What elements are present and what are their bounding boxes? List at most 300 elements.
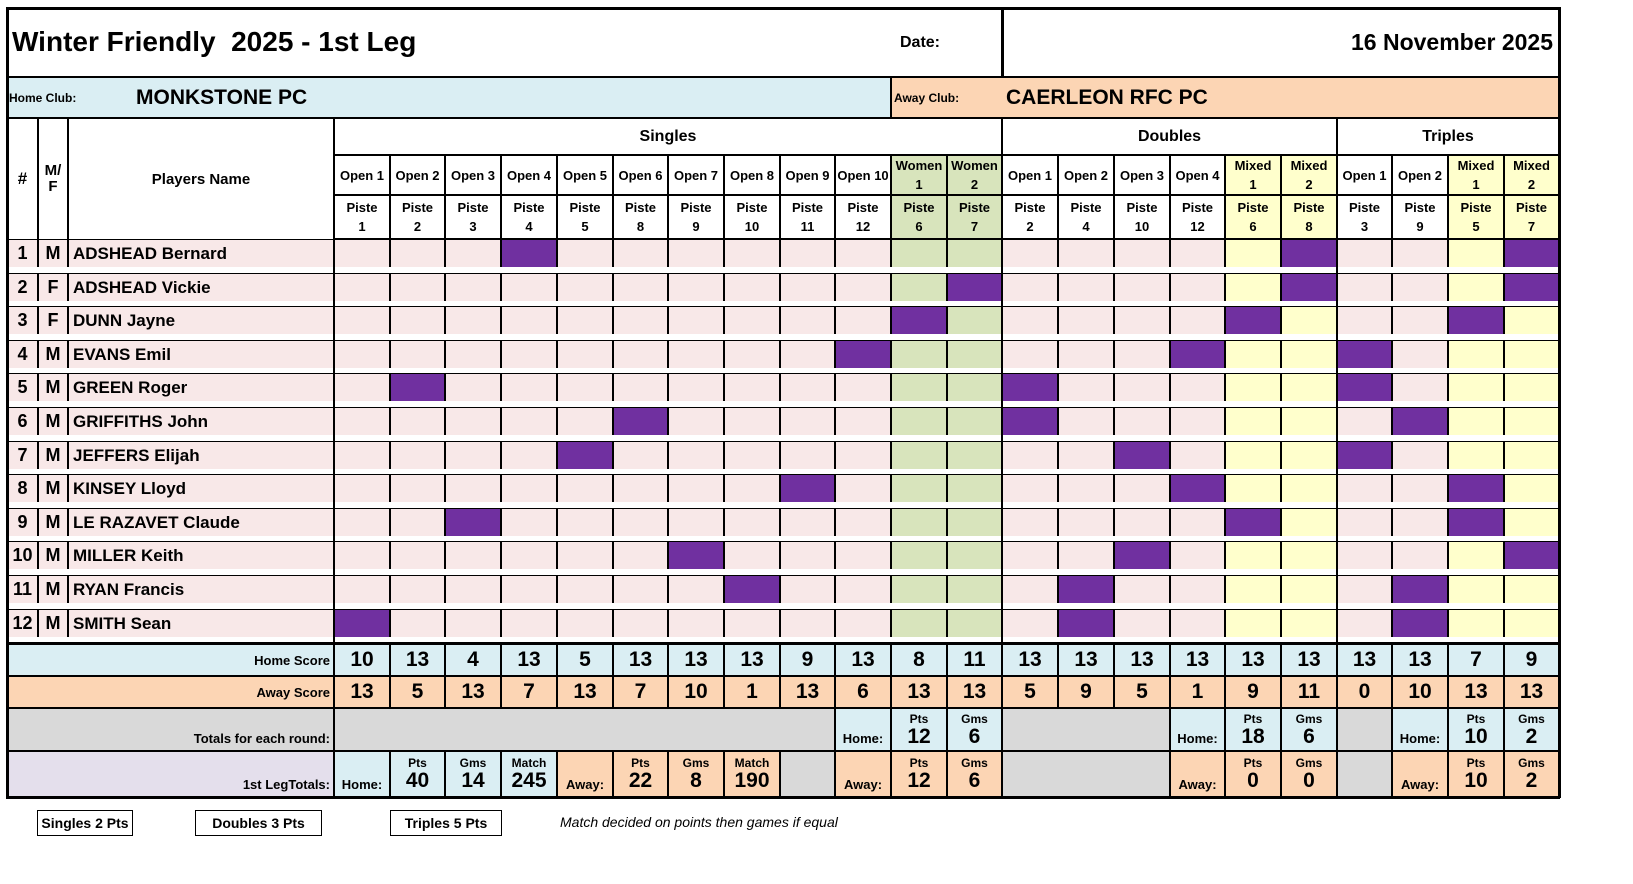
- round-away-pts: Pts 0: [1225, 751, 1281, 797]
- selection-cell-selected[interactable]: [1504, 273, 1559, 302]
- selection-cell[interactable]: [1337, 508, 1392, 537]
- selection-cell[interactable]: [445, 474, 501, 503]
- selection-cell-selected[interactable]: [1058, 609, 1114, 638]
- away-score: 7: [501, 676, 557, 708]
- selection-cell[interactable]: [1281, 575, 1337, 604]
- home-club-label: Home Club:: [9, 91, 77, 105]
- leg-away-match: Match 190: [724, 751, 780, 797]
- selection-cell[interactable]: [1448, 575, 1504, 604]
- border-line: [6, 796, 1560, 799]
- selection-cell-selected[interactable]: [1448, 474, 1504, 503]
- selection-cell[interactable]: [891, 441, 947, 470]
- selection-cell[interactable]: [1504, 373, 1559, 402]
- selection-cell[interactable]: [557, 508, 613, 537]
- selection-cell[interactable]: [947, 340, 1002, 369]
- selection-cell-selected[interactable]: [780, 474, 835, 503]
- selection-cell[interactable]: [947, 575, 1002, 604]
- selection-cell[interactable]: [445, 373, 501, 402]
- selection-cell[interactable]: [1170, 273, 1225, 302]
- selection-cell[interactable]: [1002, 441, 1058, 470]
- selection-cell-selected[interactable]: [1170, 340, 1225, 369]
- selection-cell-selected[interactable]: [1337, 340, 1392, 369]
- selection-cell[interactable]: [668, 441, 724, 470]
- selection-cell-selected[interactable]: [1448, 306, 1504, 335]
- selection-cell[interactable]: [1114, 306, 1170, 335]
- piste-header: Piste 9: [1392, 195, 1448, 239]
- selection-cell[interactable]: [668, 239, 724, 268]
- selection-cell-selected[interactable]: [1058, 575, 1114, 604]
- selection-cell[interactable]: [780, 306, 835, 335]
- selection-cell[interactable]: [1504, 575, 1559, 604]
- player-name: GREEN Roger: [68, 373, 334, 402]
- selection-cell[interactable]: [891, 508, 947, 537]
- selection-cell-selected[interactable]: [334, 609, 390, 638]
- selection-cell[interactable]: [1448, 541, 1504, 570]
- selection-cell[interactable]: [1225, 373, 1281, 402]
- selection-cell[interactable]: [445, 441, 501, 470]
- selection-cell[interactable]: [1448, 609, 1504, 638]
- selection-cell[interactable]: [1337, 306, 1392, 335]
- selection-cell[interactable]: [1225, 575, 1281, 604]
- selection-cell[interactable]: [334, 508, 390, 537]
- selection-cell[interactable]: [1058, 474, 1114, 503]
- selection-cell[interactable]: [891, 239, 947, 268]
- selection-cell[interactable]: [668, 306, 724, 335]
- selection-cell[interactable]: [1281, 407, 1337, 436]
- selection-cell[interactable]: [1337, 273, 1392, 302]
- selection-cell[interactable]: [1170, 441, 1225, 470]
- selection-cell[interactable]: [557, 273, 613, 302]
- selection-cell-selected[interactable]: [1392, 575, 1448, 604]
- selection-cell[interactable]: [1337, 541, 1392, 570]
- selection-cell[interactable]: [891, 609, 947, 638]
- selection-cell[interactable]: [613, 474, 668, 503]
- selection-cell[interactable]: [1392, 508, 1448, 537]
- selection-cell[interactable]: [1392, 306, 1448, 335]
- selection-cell[interactable]: [1392, 340, 1448, 369]
- selection-cell[interactable]: [1392, 373, 1448, 402]
- selection-cell[interactable]: [1504, 609, 1559, 638]
- selection-cell[interactable]: [947, 609, 1002, 638]
- selection-cell[interactable]: [557, 541, 613, 570]
- home-score: 13: [613, 644, 668, 676]
- selection-cell[interactable]: [1225, 609, 1281, 638]
- selection-cell[interactable]: [1114, 407, 1170, 436]
- round-home-label: Home:: [1170, 708, 1225, 751]
- selection-cell[interactable]: [1170, 575, 1225, 604]
- selection-cell[interactable]: [445, 306, 501, 335]
- selection-cell[interactable]: [1002, 273, 1058, 302]
- selection-cell[interactable]: [1281, 541, 1337, 570]
- selection-cell[interactable]: [557, 407, 613, 436]
- selection-cell[interactable]: [1002, 541, 1058, 570]
- selection-cell[interactable]: [668, 609, 724, 638]
- selection-cell[interactable]: [390, 474, 445, 503]
- away-score: 5: [1114, 676, 1170, 708]
- selection-cell[interactable]: [1337, 407, 1392, 436]
- selection-cell[interactable]: [1002, 239, 1058, 268]
- selection-cell[interactable]: [1337, 474, 1392, 503]
- selection-cell[interactable]: [724, 609, 780, 638]
- selection-cell[interactable]: [780, 407, 835, 436]
- selection-cell[interactable]: [835, 407, 891, 436]
- selection-cell[interactable]: [1002, 340, 1058, 369]
- selection-cell[interactable]: [501, 575, 557, 604]
- selection-cell[interactable]: [668, 575, 724, 604]
- selection-cell-selected[interactable]: [1114, 441, 1170, 470]
- selection-cell[interactable]: [1002, 575, 1058, 604]
- selection-cell[interactable]: [445, 273, 501, 302]
- selection-cell[interactable]: [891, 273, 947, 302]
- selection-cell[interactable]: [613, 306, 668, 335]
- selection-cell[interactable]: [613, 508, 668, 537]
- selection-cell[interactable]: [1170, 541, 1225, 570]
- piste-header: Piste 3: [445, 195, 501, 239]
- selection-cell-selected[interactable]: [1448, 508, 1504, 537]
- selection-cell[interactable]: [1448, 239, 1504, 268]
- selection-cell[interactable]: [780, 609, 835, 638]
- selection-cell-selected[interactable]: [1337, 373, 1392, 402]
- selection-cell[interactable]: [947, 508, 1002, 537]
- selection-cell[interactable]: [390, 273, 445, 302]
- selection-cell-selected[interactable]: [668, 541, 724, 570]
- selection-cell-selected[interactable]: [1337, 441, 1392, 470]
- selection-cell[interactable]: [390, 306, 445, 335]
- player-mf: M: [38, 541, 68, 570]
- selection-cell[interactable]: [557, 474, 613, 503]
- selection-cell[interactable]: [613, 575, 668, 604]
- selection-cell[interactable]: [613, 373, 668, 402]
- selection-cell[interactable]: [1170, 508, 1225, 537]
- selection-cell[interactable]: [1504, 340, 1559, 369]
- selection-cell[interactable]: [835, 575, 891, 604]
- selection-cell[interactable]: [1170, 239, 1225, 268]
- selection-cell-selected[interactable]: [1225, 306, 1281, 335]
- selection-cell[interactable]: [1058, 273, 1114, 302]
- selection-cell[interactable]: [1225, 441, 1281, 470]
- selection-cell[interactable]: [390, 441, 445, 470]
- selection-cell-selected[interactable]: [557, 441, 613, 470]
- selection-cell[interactable]: [334, 340, 390, 369]
- selection-cell[interactable]: [334, 306, 390, 335]
- selection-cell[interactable]: [1448, 273, 1504, 302]
- selection-cell[interactable]: [501, 441, 557, 470]
- selection-cell[interactable]: [557, 373, 613, 402]
- selection-cell[interactable]: [1002, 508, 1058, 537]
- selection-cell[interactable]: [334, 273, 390, 302]
- selection-cell[interactable]: [891, 340, 947, 369]
- home-score: 10: [334, 644, 390, 676]
- selection-cell[interactable]: [891, 575, 947, 604]
- selection-cell[interactable]: [668, 474, 724, 503]
- selection-cell-selected[interactable]: [947, 273, 1002, 302]
- selection-cell[interactable]: [390, 239, 445, 268]
- selection-cell[interactable]: [501, 340, 557, 369]
- selection-cell[interactable]: [445, 239, 501, 268]
- selection-cell[interactable]: [1281, 441, 1337, 470]
- selection-cell[interactable]: [1225, 541, 1281, 570]
- selection-cell-selected[interactable]: [1002, 373, 1058, 402]
- selection-cell[interactable]: [1114, 609, 1170, 638]
- selection-cell[interactable]: [390, 508, 445, 537]
- player-number: 7: [7, 441, 38, 470]
- selection-cell-selected[interactable]: [891, 306, 947, 335]
- player-name: ADSHEAD Bernard: [68, 239, 334, 268]
- selection-cell[interactable]: [1058, 340, 1114, 369]
- away-club-name: CAERLEON RFC PC: [1006, 86, 1208, 109]
- date-label: Date:: [899, 34, 940, 51]
- selection-cell[interactable]: [1504, 441, 1559, 470]
- selection-cell[interactable]: [891, 541, 947, 570]
- selection-cell[interactable]: [835, 541, 891, 570]
- leg-away-label: Away:: [557, 751, 613, 797]
- piste-header: Piste 9: [668, 195, 724, 239]
- border-line: [6, 7, 9, 798]
- selection-cell[interactable]: [780, 373, 835, 402]
- selection-cell[interactable]: [668, 273, 724, 302]
- selection-cell[interactable]: [947, 306, 1002, 335]
- selection-cell[interactable]: [1281, 306, 1337, 335]
- event-header: Open 9: [780, 155, 835, 195]
- selection-cell[interactable]: [445, 575, 501, 604]
- player-name: ADSHEAD Vickie: [68, 273, 334, 302]
- selection-cell-selected[interactable]: [1504, 239, 1559, 268]
- selection-cell[interactable]: [613, 239, 668, 268]
- selection-cell[interactable]: [1281, 340, 1337, 369]
- selection-cell[interactable]: [1392, 541, 1448, 570]
- selection-cell[interactable]: [390, 541, 445, 570]
- selection-cell[interactable]: [1114, 239, 1170, 268]
- selection-cell[interactable]: [1448, 373, 1504, 402]
- selection-cell[interactable]: [1058, 441, 1114, 470]
- selection-cell[interactable]: [1337, 609, 1392, 638]
- selection-cell[interactable]: [724, 474, 780, 503]
- selection-cell[interactable]: [1225, 239, 1281, 268]
- selection-cell[interactable]: [1392, 474, 1448, 503]
- selection-cell[interactable]: [334, 373, 390, 402]
- selection-cell[interactable]: [835, 373, 891, 402]
- selection-cell[interactable]: [501, 541, 557, 570]
- selection-cell-selected[interactable]: [390, 373, 445, 402]
- selection-cell[interactable]: [724, 373, 780, 402]
- selection-cell-selected[interactable]: [1225, 508, 1281, 537]
- selection-cell[interactable]: [334, 575, 390, 604]
- selection-cell[interactable]: [835, 609, 891, 638]
- selection-cell[interactable]: [1337, 575, 1392, 604]
- selection-cell[interactable]: [613, 609, 668, 638]
- selection-cell[interactable]: [557, 340, 613, 369]
- selection-cell[interactable]: [1114, 508, 1170, 537]
- selection-cell[interactable]: [1058, 306, 1114, 335]
- selection-cell[interactable]: [835, 474, 891, 503]
- selection-cell-selected[interactable]: [1392, 609, 1448, 638]
- selection-cell[interactable]: [334, 541, 390, 570]
- selection-cell[interactable]: [947, 441, 1002, 470]
- selection-cell[interactable]: [1225, 474, 1281, 503]
- selection-cell-selected[interactable]: [501, 239, 557, 268]
- selection-cell[interactable]: [501, 306, 557, 335]
- event-header: Women 1: [891, 155, 947, 195]
- away-score: 13: [557, 676, 613, 708]
- legend-singles: Singles 2 Pts: [37, 810, 133, 836]
- selection-cell[interactable]: [334, 474, 390, 503]
- selection-cell[interactable]: [1058, 508, 1114, 537]
- selection-cell[interactable]: [1225, 273, 1281, 302]
- selection-cell[interactable]: [891, 474, 947, 503]
- home-score: 13: [1225, 644, 1281, 676]
- selection-cell[interactable]: [1170, 306, 1225, 335]
- selection-cell[interactable]: [724, 306, 780, 335]
- selection-cell[interactable]: [1392, 273, 1448, 302]
- round-totals-blank: [1337, 708, 1392, 751]
- selection-cell[interactable]: [1448, 340, 1504, 369]
- selection-cell[interactable]: [501, 407, 557, 436]
- border-line: [6, 76, 1559, 78]
- selection-cell[interactable]: [780, 541, 835, 570]
- selection-cell[interactable]: [724, 273, 780, 302]
- selection-cell[interactable]: [835, 273, 891, 302]
- selection-cell[interactable]: [1504, 306, 1559, 335]
- selection-cell[interactable]: [724, 340, 780, 369]
- home-score: 7: [1448, 644, 1504, 676]
- selection-cell[interactable]: [1281, 609, 1337, 638]
- selection-cell[interactable]: [1281, 508, 1337, 537]
- selection-cell[interactable]: [835, 441, 891, 470]
- selection-cell-selected[interactable]: [1281, 273, 1337, 302]
- selection-cell-selected[interactable]: [835, 340, 891, 369]
- border-line: [333, 118, 335, 797]
- selection-cell[interactable]: [1114, 340, 1170, 369]
- selection-cell-selected[interactable]: [1281, 239, 1337, 268]
- selection-cell[interactable]: [501, 474, 557, 503]
- selection-cell[interactable]: [780, 239, 835, 268]
- selection-cell-selected[interactable]: [1170, 474, 1225, 503]
- selection-cell[interactable]: [390, 609, 445, 638]
- selection-cell[interactable]: [780, 273, 835, 302]
- selection-cell-selected[interactable]: [1114, 541, 1170, 570]
- selection-cell[interactable]: [557, 239, 613, 268]
- selection-cell[interactable]: [1281, 373, 1337, 402]
- selection-cell[interactable]: [1114, 273, 1170, 302]
- selection-cell[interactable]: [1337, 239, 1392, 268]
- selection-cell[interactable]: [1114, 575, 1170, 604]
- selection-cell[interactable]: [613, 340, 668, 369]
- selection-cell[interactable]: [1170, 373, 1225, 402]
- selection-cell[interactable]: [668, 340, 724, 369]
- selection-cell[interactable]: [1392, 441, 1448, 470]
- selection-cell[interactable]: [1392, 239, 1448, 268]
- selection-cell[interactable]: [780, 575, 835, 604]
- selection-cell[interactable]: [501, 609, 557, 638]
- selection-cell[interactable]: [1225, 340, 1281, 369]
- legend-triples: Triples 5 Pts: [390, 810, 502, 836]
- selection-cell[interactable]: [557, 609, 613, 638]
- player-number: 4: [7, 340, 38, 369]
- selection-cell[interactable]: [668, 407, 724, 436]
- selection-cell[interactable]: [668, 508, 724, 537]
- selection-cell[interactable]: [947, 407, 1002, 436]
- selection-cell[interactable]: [1170, 609, 1225, 638]
- selection-cell[interactable]: [334, 407, 390, 436]
- selection-cell[interactable]: [390, 407, 445, 436]
- selection-cell[interactable]: [501, 273, 557, 302]
- selection-cell[interactable]: [1504, 474, 1559, 503]
- selection-cell[interactable]: [1114, 373, 1170, 402]
- selection-cell[interactable]: [724, 239, 780, 268]
- selection-cell[interactable]: [445, 609, 501, 638]
- selection-cell[interactable]: [724, 541, 780, 570]
- selection-cell[interactable]: [1058, 373, 1114, 402]
- selection-cell[interactable]: [613, 541, 668, 570]
- piste-header: Piste 1: [334, 195, 390, 239]
- selection-cell[interactable]: [1002, 306, 1058, 335]
- selection-cell[interactable]: [1170, 407, 1225, 436]
- border-line: [6, 7, 1560, 10]
- selection-cell[interactable]: [557, 575, 613, 604]
- selection-cell-selected[interactable]: [724, 575, 780, 604]
- selection-cell[interactable]: [780, 441, 835, 470]
- selection-cell-selected[interactable]: [613, 407, 668, 436]
- selection-cell[interactable]: [835, 306, 891, 335]
- selection-cell[interactable]: [724, 407, 780, 436]
- selection-cell[interactable]: [891, 407, 947, 436]
- selection-cell[interactable]: [724, 441, 780, 470]
- selection-cell[interactable]: [1058, 541, 1114, 570]
- selection-cell[interactable]: [613, 273, 668, 302]
- selection-cell[interactable]: [780, 340, 835, 369]
- selection-cell[interactable]: [501, 373, 557, 402]
- selection-cell[interactable]: [445, 407, 501, 436]
- selection-cell[interactable]: [835, 508, 891, 537]
- selection-cell[interactable]: [668, 373, 724, 402]
- selection-cell[interactable]: [613, 441, 668, 470]
- selection-cell[interactable]: [445, 340, 501, 369]
- selection-cell[interactable]: [891, 373, 947, 402]
- selection-cell[interactable]: [1281, 474, 1337, 503]
- selection-cell[interactable]: [1225, 407, 1281, 436]
- player-mf: M: [38, 474, 68, 503]
- selection-cell[interactable]: [947, 239, 1002, 268]
- selection-cell[interactable]: [1504, 407, 1559, 436]
- selection-cell-selected[interactable]: [445, 508, 501, 537]
- selection-cell[interactable]: [390, 340, 445, 369]
- selection-cell[interactable]: [724, 508, 780, 537]
- selection-cell[interactable]: [780, 508, 835, 537]
- selection-cell[interactable]: [1002, 609, 1058, 638]
- event-header: Open 8: [724, 155, 780, 195]
- selection-cell[interactable]: [1058, 407, 1114, 436]
- selection-cell[interactable]: [835, 239, 891, 268]
- selection-cell[interactable]: [445, 541, 501, 570]
- selection-cell[interactable]: [947, 373, 1002, 402]
- selection-cell[interactable]: [334, 239, 390, 268]
- selection-cell[interactable]: [1504, 508, 1559, 537]
- selection-cell[interactable]: [501, 508, 557, 537]
- selection-cell[interactable]: [390, 575, 445, 604]
- selection-cell-selected[interactable]: [1392, 407, 1448, 436]
- selection-cell-selected[interactable]: [1002, 407, 1058, 436]
- selection-cell[interactable]: [947, 541, 1002, 570]
- selection-cell-selected[interactable]: [1504, 541, 1559, 570]
- selection-cell[interactable]: [557, 306, 613, 335]
- selection-cell[interactable]: [1002, 474, 1058, 503]
- selection-cell[interactable]: [1448, 441, 1504, 470]
- selection-cell[interactable]: [1114, 474, 1170, 503]
- selection-cell[interactable]: [1448, 407, 1504, 436]
- selection-cell[interactable]: [334, 441, 390, 470]
- selection-cell[interactable]: [1058, 239, 1114, 268]
- selection-cell[interactable]: [947, 474, 1002, 503]
